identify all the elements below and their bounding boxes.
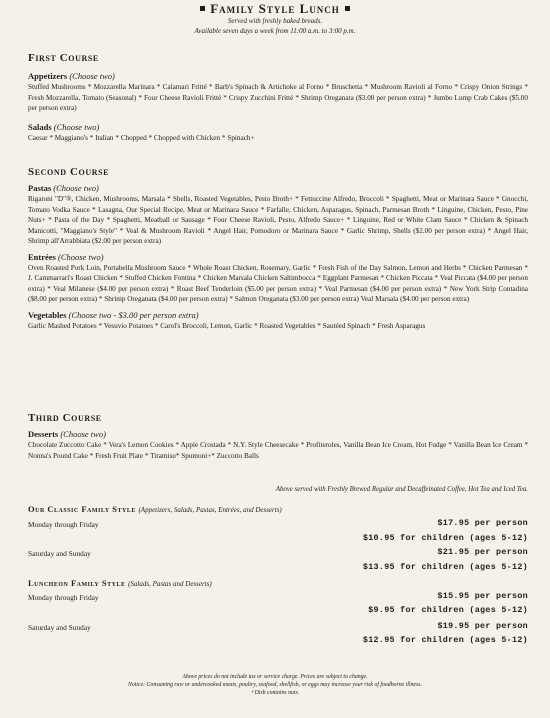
salads-list: Caesar * Maggiano's * Italian * Chopped * Chopped with Chicken * Spinach+ xyxy=(28,133,255,142)
luncheon-family-style-heading xyxy=(28,578,212,588)
third-course-section xyxy=(28,412,528,461)
vegetables-list: Garlic Mashed Potatoes * Vesuvio Potatoes * Carol's Broccoli, Lemon, Garlic * Roasted Vegetables * Sautéed Spinach * Fresh Asparagus xyxy=(28,321,426,330)
luncheon-weekday-adult-price: $15.95 per person xyxy=(437,591,528,601)
classic-weekend-label: Saturday and Sunday xyxy=(28,549,91,558)
desserts-title: Desserts xyxy=(28,429,59,439)
salads-title: Salads xyxy=(28,121,52,132)
pastas-list: Rigatoni "D"®, Chicken, Mushrooms, Marsala * Shells, Roasted Vegetables, Pesto Broth+ * Fettuccine Alfredo, Broccoli * Spaghetti, Meat or Marinara Sauce * Gnocchi, Tomato Vodka Sauce * Lasagna, Our Special Recipe, Meat or Marinara Sauce * Farfalle, Chicken, Asparagus, Spinach, Parmesan Broth * Linguine, Chicken, Pesto, Pine Nuts+ * Pasta of the Day * Spaghetti, Meatball or Sausage * Four Cheese Ravioli, Pesto, Alfredo Sauce+ * Linguine, Red or White Clam Sauce * Chicken & Spinach Manicotti, "Maggiano's Style" * Veal & Mushroom Ravioli * Angel Hair, Pomodoro or Marinara Sauce * Garlic Shrimp, Shells ($2.00 per person extra) * Angel Hair, Shrimp all'Arrabbiata ($2.00 per person extra) xyxy=(28,195,528,245)
third-course-heading: Third Course xyxy=(28,412,102,424)
classic-family-style-heading xyxy=(28,504,282,514)
desserts-list: Chocolate Zuccotto Cake * Vera's Lemon Cookies * Apple Crostada * N.Y. Style Cheesecake * Profiteroles, Vanilla Bean Ice Cream, Hot Fudge * Vanilla Bean Ice Cream * Nonna's Pound Cake * Fresh Fruit Plate * Tiramisu* Spumoni+* Zuccotto Balls xyxy=(28,441,528,460)
pastas-title: Pastas xyxy=(28,183,52,193)
footer-prices-note: Above prices do not include tax or service charge. Prices are subject to change. xyxy=(182,674,368,680)
salads-heading xyxy=(28,122,528,133)
vegetables-heading xyxy=(28,310,528,321)
entrees-list: Oven Roasted Pork Loin, Portabella Mushroom Sauce * Whole Roast Chicken, Rosemary, Garlic * Fresh Fish of the Day Salmon, Lemon and Herbs * Chicken Parmesan * J. Cammarrari's Roast Chicken * Stuffed Chicken Fontina * Chicken Marsala Chicken Saltimbocca * Eggplant Parmesan * Chicken Piccata * Veal Piccata ($4.00 per person extra) * Veal Milanese ($4.00 per person extra) * Roast Beef Tenderloin ($5.00 per person extra) * Veal Parmesan ($4.00 per person extra) * New York Strip Contadina ($8.00 per person extra) * Shrimp Oreganata ($4.00 per person extra) * Salmon Oreganata ($3.00 per person extra) Veal Marsala ($4.00 per person extra) xyxy=(28,263,528,303)
entrees-title: Entrées xyxy=(28,251,56,262)
desserts-heading xyxy=(28,429,528,440)
classic-weekday-child-price: $10.95 for children (ages 5-12) xyxy=(362,533,528,543)
menu-title xyxy=(28,0,522,16)
pastas-heading xyxy=(28,183,528,194)
desserts-note: (Choose two) xyxy=(60,429,106,439)
luncheon-heading-text: Luncheon Family Style xyxy=(28,578,126,588)
second-course-heading: Second Course xyxy=(28,166,110,178)
square-bullet-icon xyxy=(345,6,350,11)
luncheon-weekend-child-price: $12.95 for children (ages 5-12) xyxy=(362,635,528,645)
classic-heading-note: (Appetizers, Salads, Pastas, Entrées, and Desserts) xyxy=(138,506,282,514)
pastas-note: (Choose two) xyxy=(53,183,99,193)
subtitle-hours: Available seven days a week from 11:00 a.m. to 3:00 p.m. xyxy=(194,27,356,35)
subtitle-breads: Served with freshly baked breads. xyxy=(227,17,323,25)
entrees-heading xyxy=(28,252,528,263)
classic-weekday-label: Monday through Friday xyxy=(28,520,99,529)
luncheon-weekend-adult-price: $19.95 per person xyxy=(437,621,528,631)
luncheon-weekend-label: Saturday and Sunday xyxy=(28,623,91,632)
appetizers-title: Appetizers xyxy=(28,71,68,81)
classic-weekend-adult-price: $21.95 per person xyxy=(437,547,528,557)
luncheon-weekday-label: Monday through Friday xyxy=(28,593,99,602)
classic-weekend-child-price: $13.95 for children (ages 5-12) xyxy=(362,562,528,572)
classic-weekday-adult-price: $17.95 per person xyxy=(437,518,528,528)
square-bullet-icon xyxy=(200,6,205,11)
entrees-note: (Choose two) xyxy=(57,251,104,262)
footer-notes xyxy=(0,673,550,697)
appetizers-note: (Choose two) xyxy=(69,71,115,81)
first-course-heading: First Course xyxy=(28,52,99,64)
second-course-section xyxy=(28,166,528,331)
appetizers-list: Stuffed Mushrooms * Mozzarella Marinara * Calamari Fritté * Barb's Spinach & Artichoke al Forno * Bruschetta * Mushroom Ravioli al Forno * Crispy Onion Strings * Fresh Mozzarella, Tomato (Seasonal) * Four Cheese Ravioli Fritté * Crispy Zucchini Fritté * Shrimp Oreganata ($3.00 per person extra) * Jumbo Lump Crab Cakes ($5.00 per person extra) xyxy=(28,83,528,112)
first-course-section xyxy=(28,52,528,143)
vegetables-note: (Choose two - $3.00 per person extra) xyxy=(68,309,199,320)
luncheon-heading-note: (Salads, Pastas and Desserts) xyxy=(128,580,212,588)
vegetables-title: Vegetables xyxy=(28,309,67,320)
classic-heading-text: Our Classic Family Style xyxy=(28,504,136,514)
menu-title-text: Family Style Lunch xyxy=(210,1,340,16)
footer-nuts-note: +Dish contains nuts. xyxy=(250,690,300,696)
salads-note: (Choose two) xyxy=(53,121,100,132)
appetizers-heading xyxy=(28,71,528,82)
beverages-note: Above served with Freshly Brewed Regular and Decaffeinated Coffee, Hot Tea and Iced Tea. xyxy=(275,486,528,493)
luncheon-weekday-child-price: $9.95 for children (ages 5-12) xyxy=(368,605,528,615)
footer-consumption-notice: Notice: Consuming raw or undercooked meats, poultry, seafood, shellfish, or eggs may increase your risk of foodborne illness. xyxy=(128,682,422,688)
